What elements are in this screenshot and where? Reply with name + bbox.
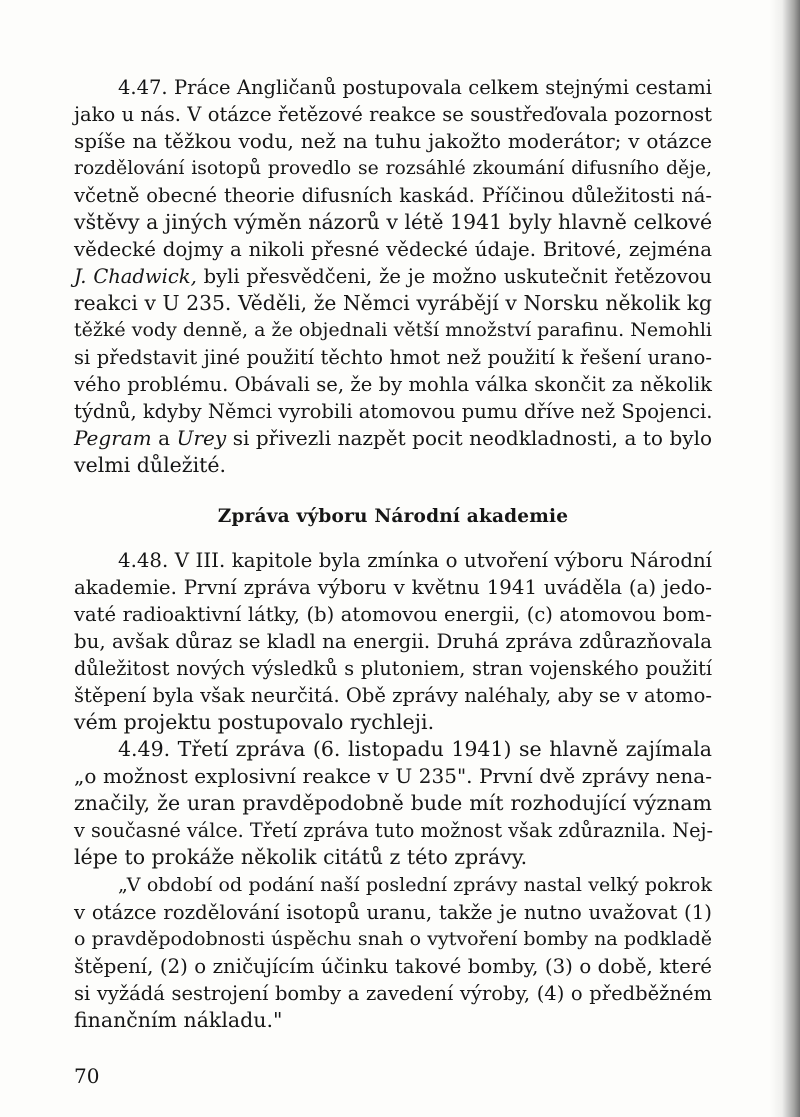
text-line: bu, avšak důraz se kladl na energii. Druhá zpráva zdůrazňovala xyxy=(74,630,712,653)
text-line: vštěvy a jiných výměn názorů v létě 1941 byly hlavně celkové xyxy=(74,210,713,234)
text-line: značily, že uran pravděpodobně bude mít rozhodující význam xyxy=(74,791,712,815)
paragraph-4-48 xyxy=(74,547,712,736)
text-line: o pravděpodobnosti úspěchu snah o vytvoření bomby na podkladě xyxy=(74,928,712,950)
section-heading: Zpráva výboru Národní akademie xyxy=(217,506,569,527)
text-line: vého problému. Obávali se, že by mohla válka skončit za několik xyxy=(74,373,712,396)
text-line: vědecké dojmy a nikoli přesné vědecké údaje. Britové, zejména xyxy=(74,238,712,261)
italic-name-chadwick: J. Chadwick, xyxy=(74,265,197,288)
italic-name-pegram: Pegram xyxy=(74,426,152,450)
text-line: týdnů, kdyby Němci vyrobili atomovou pumu dříve než Spojenci. xyxy=(74,400,713,423)
text-line: v současné válce. Třetí zpráva tuto možnost však zdůraznila. Nej- xyxy=(74,819,714,842)
text-line: těžké vody denně, a že objednali větší množství parafinu. Nemohli xyxy=(74,319,712,341)
text-line: v otázce rozdělování isotopů uranu, takže je nutno uvažovat (1) xyxy=(74,901,712,924)
text-line: akademie. První zpráva výboru v květnu 1941 uváděla (a) jedo- xyxy=(74,576,712,599)
text-line: si vyžádá sestrojení bomby a zavedení výroby, (4) o předběžném xyxy=(74,982,712,1005)
text-line: „o možnost explosivní reakce v U 235". První dvě zprávy nena- xyxy=(74,764,712,788)
text-line: vaté radioaktivní látky, (b) atomovou energii, (c) atomovou bom- xyxy=(74,603,712,626)
text-line: 4.47. Práce Angličanů postupovala celkem stejnými cestami xyxy=(118,76,712,99)
text-line: finančním nákladu." xyxy=(74,1008,283,1032)
text-line: štěpení, (2) o zničujícím účinku takové bomby, (3) o době, které xyxy=(74,955,712,978)
text-line: J. Chadwick, byli přesvědčeni, že je možno uskutečnit řetězovou xyxy=(74,265,712,288)
text-line: rozdělování isotopů provedlo se rozsáhlé zkoumání difusního děje, xyxy=(74,158,712,179)
text-line: důležitost nových výsledků s plutoniem, stran vojenského použití xyxy=(74,657,712,680)
page-spine-shadow xyxy=(770,0,800,1117)
text-line: štěpení byla však neurčitá. Obě zprávy naléhaly, aby se v atomo- xyxy=(74,684,712,707)
text-line: lépe to prokáže několik citátů z této zprávy. xyxy=(74,845,528,869)
text-line: si představit jiné použití těchto hmot než použití k řešení urano- xyxy=(74,346,712,369)
text-line: reakci v U 235. Věděli, že Němci vyrábějí v Norsku několik kg xyxy=(74,291,712,315)
text-line: velmi důležité. xyxy=(74,453,227,477)
text-line: 4.48. V III. kapitole byla zmínka o utvoření výboru Národní xyxy=(118,549,712,572)
text-line: Pegram a Urey si přivezli nazpět pocit neodkladnosti, a to bylo xyxy=(74,426,713,450)
text-line: jako u nás. V otázce řetězové reakce se soustřeďovala pozornost xyxy=(74,103,712,126)
text-line: „V období od podání naší poslední zprávy nastal velký pokrok xyxy=(118,874,712,896)
italic-name-urey: Urey xyxy=(176,426,227,450)
quotation-paragraph xyxy=(74,872,712,1034)
page-number: 70 xyxy=(74,1064,100,1088)
paragraph-4-47 xyxy=(74,74,712,479)
text-line: vém projektu postupovalo rychleji. xyxy=(74,710,435,734)
text-line: 4.49. Třetí zpráva (6. listopadu 1941) se hlavně zajímala xyxy=(118,737,712,761)
text-line: spíše na těžkou vodu, než na tuhu jakožto moderátor; v otázce xyxy=(74,129,712,153)
text-line: včetně obecné theorie difusních kaskád. Příčinou důležitosti ná- xyxy=(74,184,712,207)
paragraph-4-49 xyxy=(74,736,712,871)
